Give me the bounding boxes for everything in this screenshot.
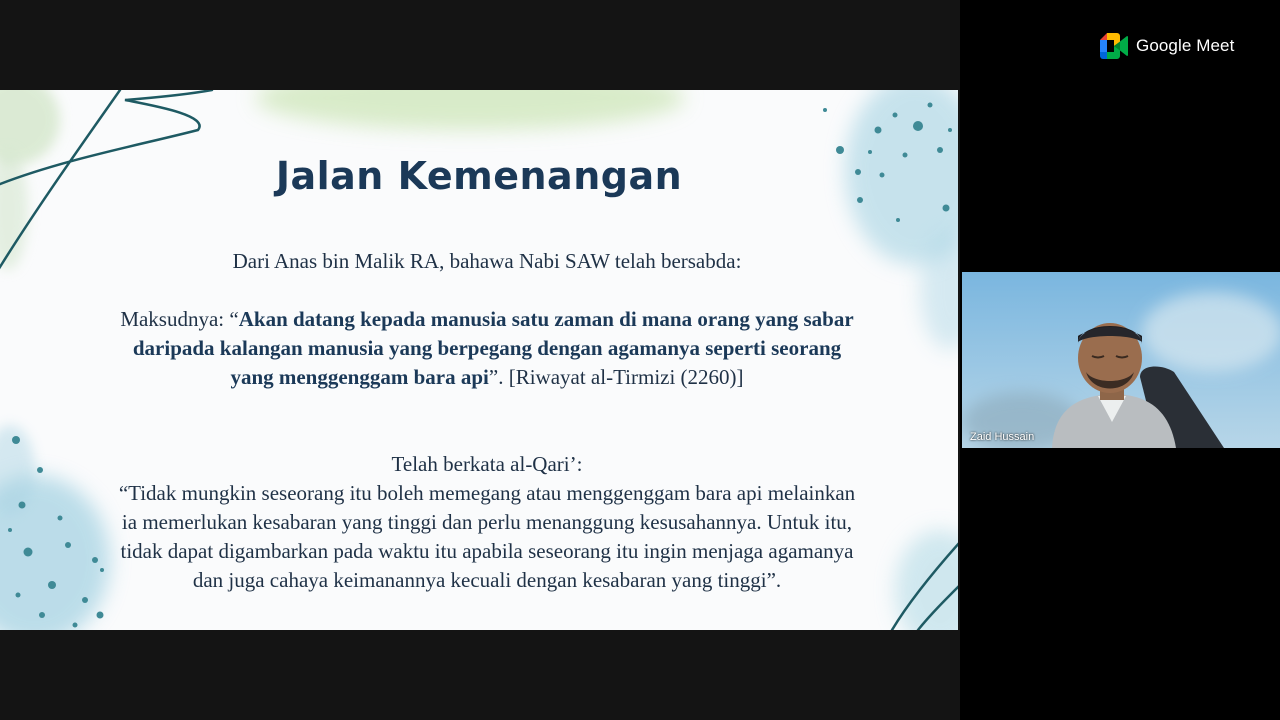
participant-video-tile[interactable] — [962, 272, 1280, 448]
google-meet-icon — [1100, 33, 1128, 59]
hadith-translation — [110, 305, 864, 392]
participant-name: Zaid Hussain — [970, 431, 1035, 443]
hadith-source: ”. [Riwayat al-Tirmizi (2260)] — [488, 365, 744, 389]
slide-title: Jalan Kemenangan — [275, 154, 683, 198]
hadith-bold-text: Akan datang kepada manusia satu zaman di mana orang yang sabar daripada kalangan manusia yang berpegang dengan agamanya seperti seorang yang menggenggam bara api — [132, 307, 854, 389]
qari-heading: Telah berkata al-Qari’: — [391, 452, 583, 476]
google-meet-label: Google Meet — [1136, 36, 1235, 55]
hadith-intro: Dari Anas bin Malik RA, bahawa Nabi SAW telah bersabda: — [232, 249, 742, 273]
shared-slide — [0, 90, 958, 630]
google-meet-logo — [1100, 33, 1234, 59]
hadith-prefix: Maksudnya: “ — [120, 307, 239, 331]
qari-quote: “Tidak mungkin seseorang itu boleh memegang atau menggenggam bara api melainkan ia memerlukan kesabaran yang tinggi dan perlu menanggung kesusahannya. Untuk itu, tidak dapat digambarkan pada waktu itu apabila seseorang itu ingin menjaga agamanya dan juga cahaya keimanannya kecuali dengan kesabaran yang tinggi”. — [118, 481, 856, 592]
participant-video — [962, 272, 1280, 448]
